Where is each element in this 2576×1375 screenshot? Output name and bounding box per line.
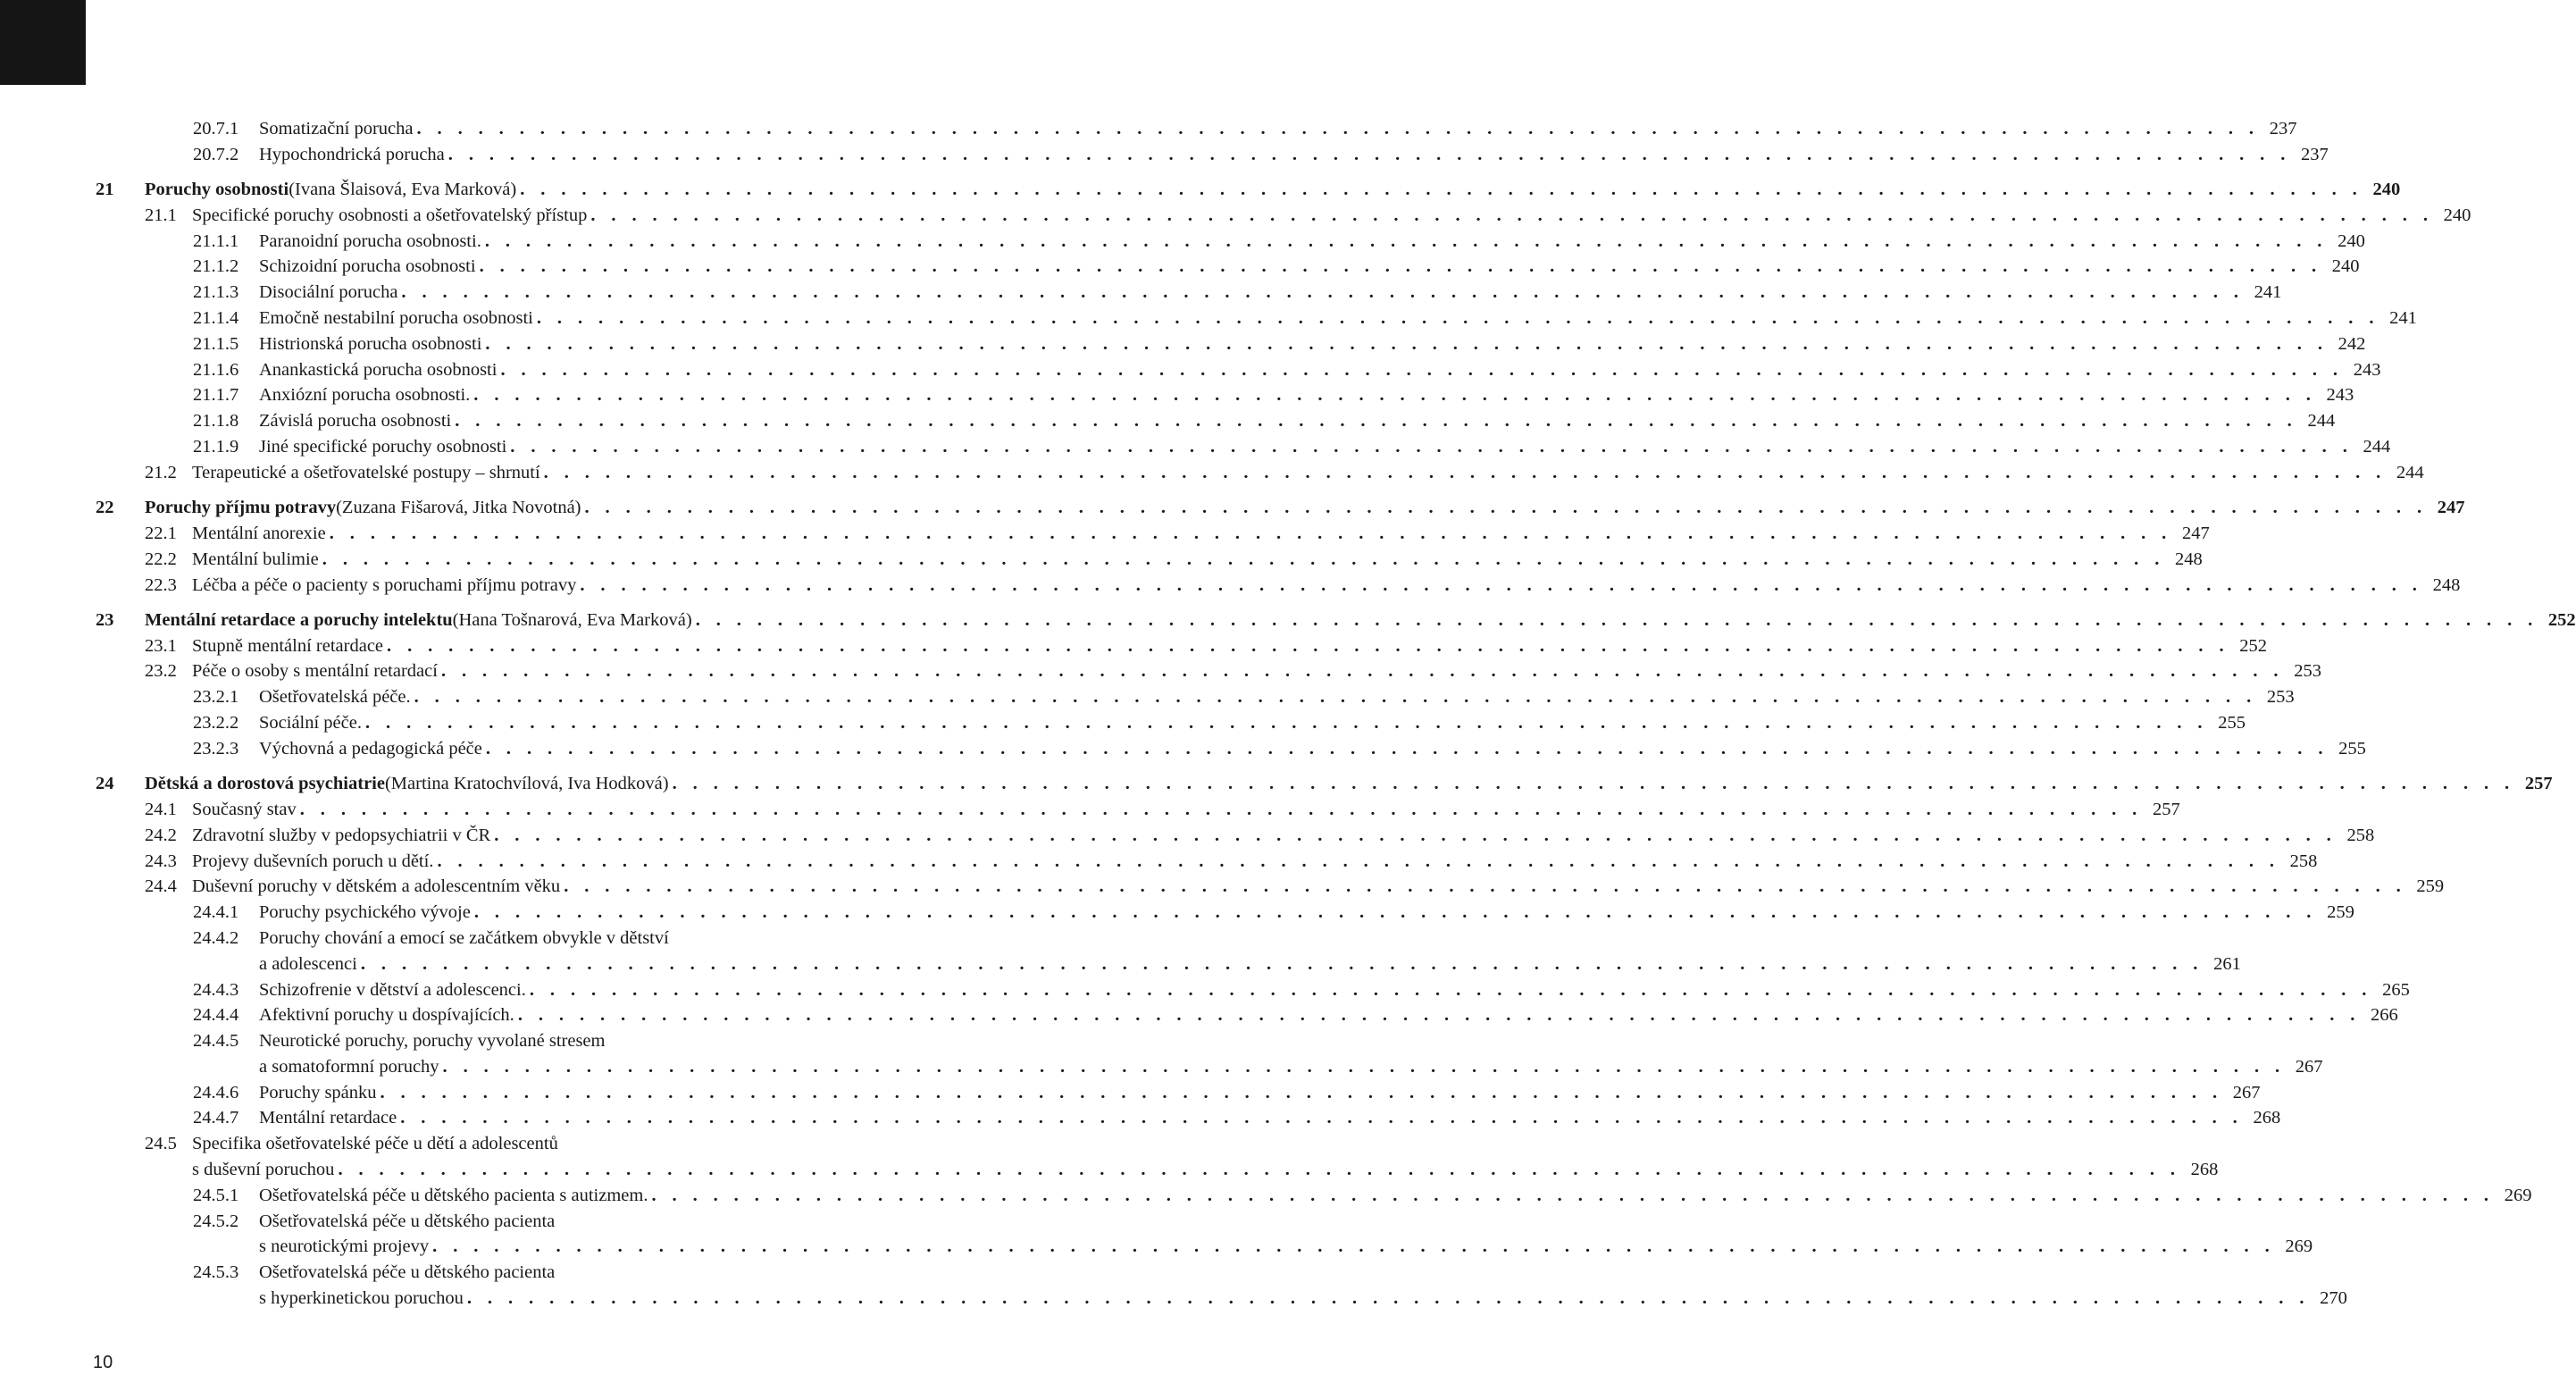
toc-page-number: 253 xyxy=(2294,661,2321,682)
dot-leader: . . . . . . . . . . . . . . . . . . . . . . . . . . . . . . . . . . . . . . . . . . . . . . . . . . . . . . . . . . . . . . . . . . . . . . . . . . . . . . . . . . . . . . . . . . xyxy=(672,774,2515,794)
toc-number: 21.1.7 xyxy=(193,385,239,406)
dot-leader: . . . . . . . . . . . . . . . . . . . . . . . . . . . . . . . . . . . . . . . . . . . . . . . . . . . . . . . . . . . . . . . . . . . . . . . . . . . . . . . . . . . . . . . . . . xyxy=(500,359,2344,380)
toc-entry[interactable] xyxy=(96,710,2246,736)
toc-page-number: 240 xyxy=(2372,180,2401,200)
dot-leader: . . . . . . . . . . . . . . . . . . . . . . . . . . . . . . . . . . . . . . . . . . . . . . . . . . . . . . . . . . . . . . . . . . . . . . . . . . . . . . . . . . . . . . . . . . xyxy=(517,1005,2361,1026)
toc-number: 23 xyxy=(96,609,114,630)
toc-entry[interactable] xyxy=(96,1105,2281,1131)
toc-number: 24 xyxy=(96,774,114,794)
dot-leader: . . . . . . . . . . . . . . . . . . . . . . . . . . . . . . . . . . . . . . . . . . . . . . . . . . . . . . . . . . . . . . . . . . . . . . . . . . . . . . . . . . . . . . . . . . xyxy=(584,498,2428,518)
toc-title: Poruchy příjmu potravy xyxy=(145,498,337,518)
toc-page-number: 237 xyxy=(2301,144,2329,164)
toc-entry[interactable] xyxy=(96,142,2329,168)
toc-title: Projevy duševních poruch u dětí. xyxy=(192,851,434,871)
dot-leader: . . . . . . . . . . . . . . . . . . . . . . . . . . . . . . . . . . . . . . . . . . . . . . . . . . . . . . . . . . . . . . . . . . . . . . . . . . . . . . . . . . . . . . . . . . xyxy=(484,231,2328,251)
toc-chapter[interactable] xyxy=(96,177,2401,203)
toc-title: Ošetřovatelská péče u dětského pacienta s autizmem. xyxy=(259,1185,648,1205)
dot-leader: . . . . . . . . . . . . . . . . . . . . . . . . . . . . . . . . . . . . . . . . . . . . . . . . . . . . . . . . . . . . . . . . . . . . . . . . . . . . . . . . . . . . . . . . . . xyxy=(329,523,2172,543)
toc-title: a adolescenci xyxy=(259,953,357,974)
toc-title: Schizoidní porucha osobnosti xyxy=(259,256,476,277)
dot-leader: . . . . . . . . . . . . . . . . . . . . . . . . . . . . . . . . . . . . . . . . . . . . . . . . . . . . . . . . . . . . . . . . . . . . . . . . . . . . . . . . . . . . . . . . . . xyxy=(442,1056,2286,1077)
toc-number: 22 xyxy=(96,498,114,518)
toc-title: s hyperkinetickou poruchou xyxy=(259,1288,464,1309)
dot-leader: . . . . . . . . . . . . . . . . . . . . . . . . . . . . . . . . . . . . . . . . . . . . . . . . . . . . . . . . . . . . . . . . . . . . . . . . . . . . . . . . . . . . . . . . . . xyxy=(360,953,2204,974)
toc-title: s duševní poruchou xyxy=(192,1160,335,1180)
toc-number: 22.3 xyxy=(145,574,177,595)
toc-title: Mentální retardace a poruchy intelektu xyxy=(145,609,453,630)
toc-number: 20.7.1 xyxy=(193,119,239,138)
toc-title: Ošetřovatelská péče u dětského pacienta xyxy=(259,1211,556,1231)
toc-page-number: 268 xyxy=(2253,1108,2281,1128)
toc-page-number: 269 xyxy=(2285,1237,2313,1257)
toc-title: Výchovná a pedagogická péče xyxy=(259,738,482,759)
dot-leader: . . . . . . . . . . . . . . . . . . . . . . . . . . . . . . . . . . . . . . . . . . . . . . . . . . . . . . . . . . . . . . . . . . . . . . . . . . . . . . . . . . . . . . . . . . xyxy=(400,1108,2244,1128)
toc-number: 24.4.3 xyxy=(193,979,239,1000)
toc-author: (Martina Kratochvílová, Iva Hodková) xyxy=(384,774,669,794)
toc-number: 23.1 xyxy=(145,635,177,656)
toc-number: 21.1 xyxy=(145,205,177,225)
toc-page-number: 240 xyxy=(2443,205,2471,225)
toc-title: Poruchy osobnosti xyxy=(145,180,289,200)
toc-entry[interactable] xyxy=(96,203,2471,229)
toc-entry[interactable] xyxy=(96,382,2354,408)
dot-leader: . . . . . . . . . . . . . . . . . . . . . . . . . . . . . . . . . . . . . . . . . . . . . . . . . . . . . . . . . . . . . . . . . . . . . . . . . . . . . . . . . . . . . . . . . . xyxy=(510,437,2354,457)
dot-leader: . . . . . . . . . . . . . . . . . . . . . . . . . . . . . . . . . . . . . . . . . . . . . . . . . . . . . . . . . . . . . . . . . . . . . . . . . . . . . . . . . . . . . . . . . . xyxy=(485,333,2329,354)
toc-title: Péče o osoby s mentální retardací xyxy=(192,661,438,682)
toc-number: 21.1.1 xyxy=(193,231,239,251)
toc-author: (Ivana Šlaisová, Eva Marková) xyxy=(289,180,517,200)
dot-leader: . . . . . . . . . . . . . . . . . . . . . . . . . . . . . . . . . . . . . . . . . . . . . . . . . . . . . . . . . . . . . . . . . . . . . . . . . . . . . . . . . . . . . . . . . . xyxy=(473,902,2317,923)
toc-entry[interactable] xyxy=(96,547,2203,573)
toc-title: Ošetřovatelská péče u dětského pacienta xyxy=(259,1262,556,1283)
toc-author: (Zuzana Fišarová, Jitka Novotná) xyxy=(336,498,581,518)
toc-number: 24.5 xyxy=(145,1134,177,1154)
toc-number: 24.4.6 xyxy=(193,1082,239,1103)
toc-page-number: 252 xyxy=(2547,609,2576,630)
toc-entry[interactable] xyxy=(96,460,2424,486)
table-of-contents xyxy=(96,116,2576,1312)
toc-page-number: 240 xyxy=(2331,256,2360,277)
toc-entry[interactable] xyxy=(96,1054,2323,1080)
dot-leader: . . . . . . . . . . . . . . . . . . . . . . . . . . . . . . . . . . . . . . . . . . . . . . . . . . . . . . . . . . . . . . . . . . . . . . . . . . . . . . . . . . . . . . . . . . xyxy=(432,1237,2276,1257)
dot-leader: . . . . . . . . . . . . . . . . . . . . . . . . . . . . . . . . . . . . . . . . . . . . . . . . . . . . . . . . . . . . . . . . . . . . . . . . . . . . . . . . . . . . . . . . . . xyxy=(380,1082,2223,1103)
toc-number: 24.4.1 xyxy=(193,902,239,923)
toc-entry[interactable] xyxy=(96,926,859,952)
toc-entry[interactable] xyxy=(96,116,2297,142)
toc-entry[interactable] xyxy=(96,900,2354,926)
toc-entry[interactable] xyxy=(96,306,2417,331)
toc-page-number: 241 xyxy=(2254,282,2282,303)
dot-leader: . . . . . . . . . . . . . . . . . . . . . . . . . . . . . . . . . . . . . . . . . . . . . . . . . . . . . . . . . . . . . . . . . . . . . . . . . . . . . . . . . . . . . . . . . . xyxy=(494,825,2338,845)
toc-title: Poruchy psychického vývoje xyxy=(259,902,471,923)
toc-page-number: 259 xyxy=(2416,876,2445,897)
toc-entry[interactable] xyxy=(96,521,2210,547)
toc-page-number: 267 xyxy=(2295,1056,2323,1077)
toc-number: 21 xyxy=(96,180,114,200)
dot-leader: . . . . . . . . . . . . . . . . . . . . . . . . . . . . . . . . . . . . . . . . . . . . . . . . . . . . . . . . . . . . . . . . . . . . . . . . . . . . . . . . . . . . . . . . . . xyxy=(473,385,2317,406)
toc-chapter[interactable] xyxy=(96,608,2576,633)
page-number: 10 xyxy=(93,1353,113,1372)
dot-leader: . . . . . . . . . . . . . . . . . . . . . . . . . . . . . . . . . . . . . . . . . . . . . . . . . . . . . . . . . . . . . . . . . . . . . . . . . . . . . . . . . . . . . . . . . . xyxy=(447,144,2291,164)
toc-title: Ošetřovatelská péče. xyxy=(259,687,411,708)
dot-leader: . . . . . . . . . . . . . . . . . . . . . . . . . . . . . . . . . . . . . . . . . . . . . . . . . . . . . . . . . . . . . . . . . . . . . . . . . . . . . . . . . . . . . . . . . . xyxy=(322,549,2165,569)
toc-entry[interactable] xyxy=(96,684,2295,710)
toc-title: Specifika ošetřovatelské péče u dětí a adolescentů xyxy=(192,1134,558,1154)
toc-entry[interactable] xyxy=(96,849,2318,875)
toc-entry[interactable] xyxy=(96,1002,2398,1028)
toc-entry[interactable] xyxy=(96,1183,2532,1209)
dot-leader: . . . . . . . . . . . . . . . . . . . . . . . . . . . . . . . . . . . . . . . . . . . . . . . . . . . . . . . . . . . . . . . . . . . . . . . . . . . . . . . . . . . . . . . . . . xyxy=(536,308,2379,329)
toc-entry[interactable] xyxy=(96,1209,859,1235)
toc-title: Afektivní poruchy u dospívajících. xyxy=(259,1005,514,1026)
toc-title: Paranoidní porucha osobnosti. xyxy=(259,231,481,251)
dot-leader: . . . . . . . . . . . . . . . . . . . . . . . . . . . . . . . . . . . . . . . . . . . . . . . . . . . . . . . . . . . . . . . . . . . . . . . . . . . . . . . . . . . . . . . . . . xyxy=(338,1160,2181,1180)
toc-title: Jiné specifické poruchy osobnosti xyxy=(259,437,507,457)
toc-title: Somatizační porucha xyxy=(259,119,414,138)
dot-leader: . . . . . . . . . . . . . . . . . . . . . . . . . . . . . . . . . . . . . . . . . . . . . . . . . . . . . . . . . . . . . . . . . . . . . . . . . . . . . . . . . . . . . . . . . . xyxy=(485,738,2329,759)
dot-leader: . . . . . . . . . . . . . . . . . . . . . . . . . . . . . . . . . . . . . . . . . . . . . . . . . . . . . . . . . . . . . . . . . . . . . . . . . . . . . . . . . . . . . . . . . . xyxy=(401,282,2245,303)
toc-number: 24.5.1 xyxy=(193,1185,239,1205)
toc-number: 24.4.7 xyxy=(193,1108,239,1128)
toc-page-number: 243 xyxy=(2353,359,2381,380)
toc-title: Anxiózní porucha osobnosti. xyxy=(259,385,471,406)
toc-page-number: 242 xyxy=(2338,333,2366,354)
toc-title: Sociální péče. xyxy=(259,713,362,734)
toc-page-number: 241 xyxy=(2389,308,2417,329)
toc-page-number: 253 xyxy=(2266,687,2295,708)
toc-title: Léčba a péče o pacienty s poruchami příjmu potravy xyxy=(192,574,577,595)
toc-title: Zdravotní služby v pedopsychiatrii v ČR xyxy=(192,825,491,845)
dot-leader: . . . . . . . . . . . . . . . . . . . . . . . . . . . . . . . . . . . . . . . . . . . . . . . . . . . . . . . . . . . . . . . . . . . . . . . . . . . . . . . . . . . . . . . . . . xyxy=(580,574,2423,595)
toc-number: 20.7.2 xyxy=(193,144,239,164)
toc-entry[interactable] xyxy=(96,977,2410,1003)
toc-entry[interactable] xyxy=(96,408,2336,434)
toc-number: 21.1.3 xyxy=(193,282,239,303)
toc-entry[interactable] xyxy=(96,1080,2261,1106)
toc-title: Mentální retardace xyxy=(259,1108,397,1128)
toc-number: 24.4.4 xyxy=(193,1005,239,1026)
toc-page-number: 257 xyxy=(2524,774,2553,794)
toc-number: 24.3 xyxy=(145,851,177,871)
toc-title: Mentální anorexie xyxy=(192,523,326,543)
dot-leader: . . . . . . . . . . . . . . . . . . . . . . . . . . . . . . . . . . . . . . . . . . . . . . . . . . . . . . . . . . . . . . . . . . . . . . . . . . . . . . . . . . . . . . . . . . xyxy=(520,180,2363,200)
toc-page-number: 270 xyxy=(2320,1288,2347,1309)
toc-page-number: 267 xyxy=(2232,1082,2261,1103)
dot-leader: . . . . . . . . . . . . . . . . . . . . . . . . . . . . . . . . . . . . . . . . . . . . . . . . . . . . . . . . . . . . . . . . . . . . . . . . . . . . . . . . . . . . . . . . . . xyxy=(387,635,2230,656)
toc-page-number: 240 xyxy=(2338,231,2365,251)
dot-leader: . . . . . . . . . . . . . . . . . . . . . . . . . . . . . . . . . . . . . . . . . . . . . . . . . . . . . . . . . . . . . . . . . . . . . . . . . . . . . . . . . . . . . . . . . . xyxy=(455,411,2298,432)
toc-number: 24.1 xyxy=(145,799,177,819)
toc-number: 22.1 xyxy=(145,523,177,543)
toc-entry[interactable] xyxy=(96,434,2391,460)
toc-page-number: 252 xyxy=(2239,635,2268,656)
toc-page-number: 244 xyxy=(2307,411,2336,432)
toc-page-number: 247 xyxy=(2437,498,2465,518)
toc-page-number: 248 xyxy=(2175,549,2203,569)
toc-entry[interactable] xyxy=(96,874,2445,900)
toc-page-number: 266 xyxy=(2371,1005,2398,1026)
toc-entry[interactable] xyxy=(96,331,2366,357)
toc-number: 21.1.9 xyxy=(193,437,239,457)
toc-entry[interactable] xyxy=(96,736,2366,762)
toc-page-number: 258 xyxy=(2289,851,2318,871)
toc-number: 21.1.6 xyxy=(193,359,239,380)
toc-page-number: 255 xyxy=(2218,713,2246,734)
toc-entry[interactable] xyxy=(96,573,2461,599)
toc-number: 23.2.1 xyxy=(193,687,239,708)
toc-entry[interactable] xyxy=(96,1028,859,1054)
toc-page-number: 265 xyxy=(2382,979,2410,1000)
toc-page-number: 237 xyxy=(2269,119,2297,138)
toc-number: 21.2 xyxy=(145,462,177,482)
toc-number: 24.4 xyxy=(145,876,177,897)
toc-title: Disociální porucha xyxy=(259,282,398,303)
toc-page-number: 255 xyxy=(2338,738,2366,759)
toc-entry[interactable] xyxy=(96,952,2241,977)
toc-page-number: 261 xyxy=(2213,953,2241,974)
toc-title: Současný stav xyxy=(192,799,297,819)
toc-number: 23.2.3 xyxy=(193,738,239,759)
toc-title: Anankastická porucha osobnosti xyxy=(259,359,498,380)
toc-page-number: 243 xyxy=(2326,385,2354,406)
dot-leader: . . . . . . . . . . . . . . . . . . . . . . . . . . . . . . . . . . . . . . . . . . . . . . . . . . . . . . . . . . . . . . . . . . . . . . . . . . . . . . . . . . . . . . . . . . xyxy=(543,462,2387,482)
toc-page-number: 268 xyxy=(2190,1160,2219,1180)
toc-title: s neurotickými projevy xyxy=(259,1237,430,1257)
toc-title: Dětská a dorostová psychiatrie xyxy=(145,774,385,794)
dot-leader: . . . . . . . . . . . . . . . . . . . . . . . . . . . . . . . . . . . . . . . . . . . . . . . . . . . . . . . . . . . . . . . . . . . . . . . . . . . . . . . . . . . . . . . . . . xyxy=(414,687,2257,708)
toc-title: Hypochondrická porucha xyxy=(259,144,445,164)
dot-leader: . . . . . . . . . . . . . . . . . . . . . . . . . . . . . . . . . . . . . . . . . . . . . . . . . . . . . . . . . . . . . . . . . . . . . . . . . . . . . . . . . . . . . . . . . . xyxy=(299,799,2143,819)
toc-author: (Hana Tošnarová, Eva Marková) xyxy=(452,609,692,630)
toc-number: 24.2 xyxy=(145,825,177,845)
toc-title: Histrionská porucha osobnosti xyxy=(259,333,482,354)
toc-page-number: 244 xyxy=(2363,437,2391,457)
toc-chapter[interactable] xyxy=(96,495,2465,521)
toc-page-number: 259 xyxy=(2327,902,2354,923)
toc-page-number: 258 xyxy=(2346,825,2375,845)
toc-page-number: 244 xyxy=(2396,462,2424,482)
dot-leader: . . . . . . . . . . . . . . . . . . . . . . . . . . . . . . . . . . . . . . . . . . . . . . . . . . . . . . . . . . . . . . . . . . . . . . . . . . . . . . . . . . . . . . . . . . xyxy=(695,609,2538,630)
toc-entry[interactable] xyxy=(96,823,2375,849)
toc-entry[interactable] xyxy=(96,1157,2219,1183)
toc-title: Duševní poruchy v dětském a adolescentním věku xyxy=(192,876,561,897)
toc-number: 24.5.2 xyxy=(193,1211,239,1231)
dot-leader: . . . . . . . . . . . . . . . . . . . . . . . . . . . . . . . . . . . . . . . . . . . . . . . . . . . . . . . . . . . . . . . . . . . . . . . . . . . . . . . . . . . . . . . . . . xyxy=(437,851,2280,871)
toc-number: 22.2 xyxy=(145,549,177,569)
toc-number: 21.1.4 xyxy=(193,308,239,329)
dot-leader: . . . . . . . . . . . . . . . . . . . . . . . . . . . . . . . . . . . . . . . . . . . . . . . . . . . . . . . . . . . . . . . . . . . . . . . . . . . . . . . . . . . . . . . . . . xyxy=(564,876,2407,897)
toc-number: 21.1.8 xyxy=(193,411,239,432)
dot-leader: . . . . . . . . . . . . . . . . . . . . . . . . . . . . . . . . . . . . . . . . . . . . . . . . . . . . . . . . . . . . . . . . . . . . . . . . . . . . . . . . . . . . . . . . . . xyxy=(440,661,2284,682)
dot-leader: . . . . . . . . . . . . . . . . . . . . . . . . . . . . . . . . . . . . . . . . . . . . . . . . . . . . . . . . . . . . . . . . . . . . . . . . . . . . . . . . . . . . . . . . . . xyxy=(466,1288,2310,1309)
toc-number: 21.1.5 xyxy=(193,333,239,354)
toc-chapter[interactable] xyxy=(96,771,2553,797)
toc-number: 24.5.3 xyxy=(193,1262,239,1283)
toc-entry[interactable] xyxy=(96,797,2180,823)
corner-block xyxy=(0,0,86,85)
toc-title: Specifické poruchy osobnosti a ošetřovatelský přístup xyxy=(192,205,588,225)
dot-leader: . . . . . . . . . . . . . . . . . . . . . . . . . . . . . . . . . . . . . . . . . . . . . . . . . . . . . . . . . . . . . . . . . . . . . . . . . . . . . . . . . . . . . . . . . . xyxy=(590,205,2434,225)
toc-entry[interactable] xyxy=(96,1260,859,1286)
toc-number: 23.2.2 xyxy=(193,713,239,734)
toc-title: Terapeutické a ošetřovatelské postupy – shrnutí xyxy=(192,462,540,482)
toc-number: 23.2 xyxy=(145,661,177,682)
dot-leader: . . . . . . . . . . . . . . . . . . . . . . . . . . . . . . . . . . . . . . . . . . . . . . . . . . . . . . . . . . . . . . . . . . . . . . . . . . . . . . . . . . . . . . . . . . xyxy=(529,979,2372,1000)
toc-number: 24.4.2 xyxy=(193,927,239,948)
toc-title: Schizofrenie v dětství a adolescenci. xyxy=(259,979,526,1000)
toc-title: Závislá porucha osobnosti xyxy=(259,411,452,432)
dot-leader: . . . . . . . . . . . . . . . . . . . . . . . . . . . . . . . . . . . . . . . . . . . . . . . . . . . . . . . . . . . . . . . . . . . . . . . . . . . . . . . . . . . . . . . . . . xyxy=(479,256,2322,277)
dot-leader: . . . . . . . . . . . . . . . . . . . . . . . . . . . . . . . . . . . . . . . . . . . . . . . . . . . . . . . . . . . . . . . . . . . . . . . . . . . . . . . . . . . . . . . . . . xyxy=(651,1185,2495,1205)
toc-title: Stupně mentální retardace xyxy=(192,635,384,656)
toc-page-number: 257 xyxy=(2152,799,2180,819)
toc-title: Mentální bulimie xyxy=(192,549,319,569)
toc-page-number: 247 xyxy=(2181,523,2210,543)
toc-entry[interactable] xyxy=(96,357,2381,383)
toc-number: 21.1.2 xyxy=(193,256,239,277)
toc-entry[interactable] xyxy=(96,229,2365,255)
toc-entry[interactable] xyxy=(96,658,2321,684)
toc-title: a somatoformní poruchy xyxy=(259,1056,439,1077)
toc-entry[interactable] xyxy=(96,633,2268,659)
dot-leader: . . . . . . . . . . . . . . . . . . . . . . . . . . . . . . . . . . . . . . . . . . . . . . . . . . . . . . . . . . . . . . . . . . . . . . . . . . . . . . . . . . . . . . . . . . xyxy=(416,119,2260,138)
toc-page-number: 248 xyxy=(2432,574,2461,595)
toc-entry[interactable] xyxy=(96,1234,2313,1260)
toc-page-number: 269 xyxy=(2504,1185,2532,1205)
toc-entry[interactable] xyxy=(96,1131,859,1157)
toc-entry[interactable] xyxy=(96,280,2282,306)
toc-title: Poruchy spánku xyxy=(259,1082,377,1103)
toc-entry[interactable] xyxy=(96,254,2360,280)
dot-leader: . . . . . . . . . . . . . . . . . . . . . . . . . . . . . . . . . . . . . . . . . . . . . . . . . . . . . . . . . . . . . . . . . . . . . . . . . . . . . . . . . . . . . . . . . . xyxy=(364,713,2208,734)
toc-title: Neurotické poruchy, poruchy vyvolané stresem xyxy=(259,1031,606,1052)
toc-number: 24.4.5 xyxy=(193,1031,239,1052)
toc-entry[interactable] xyxy=(96,1286,2347,1312)
toc-title: Emočně nestabilní porucha osobnosti xyxy=(259,308,533,329)
toc-title: Poruchy chování a emocí se začátkem obvykle v dětství xyxy=(259,927,669,948)
